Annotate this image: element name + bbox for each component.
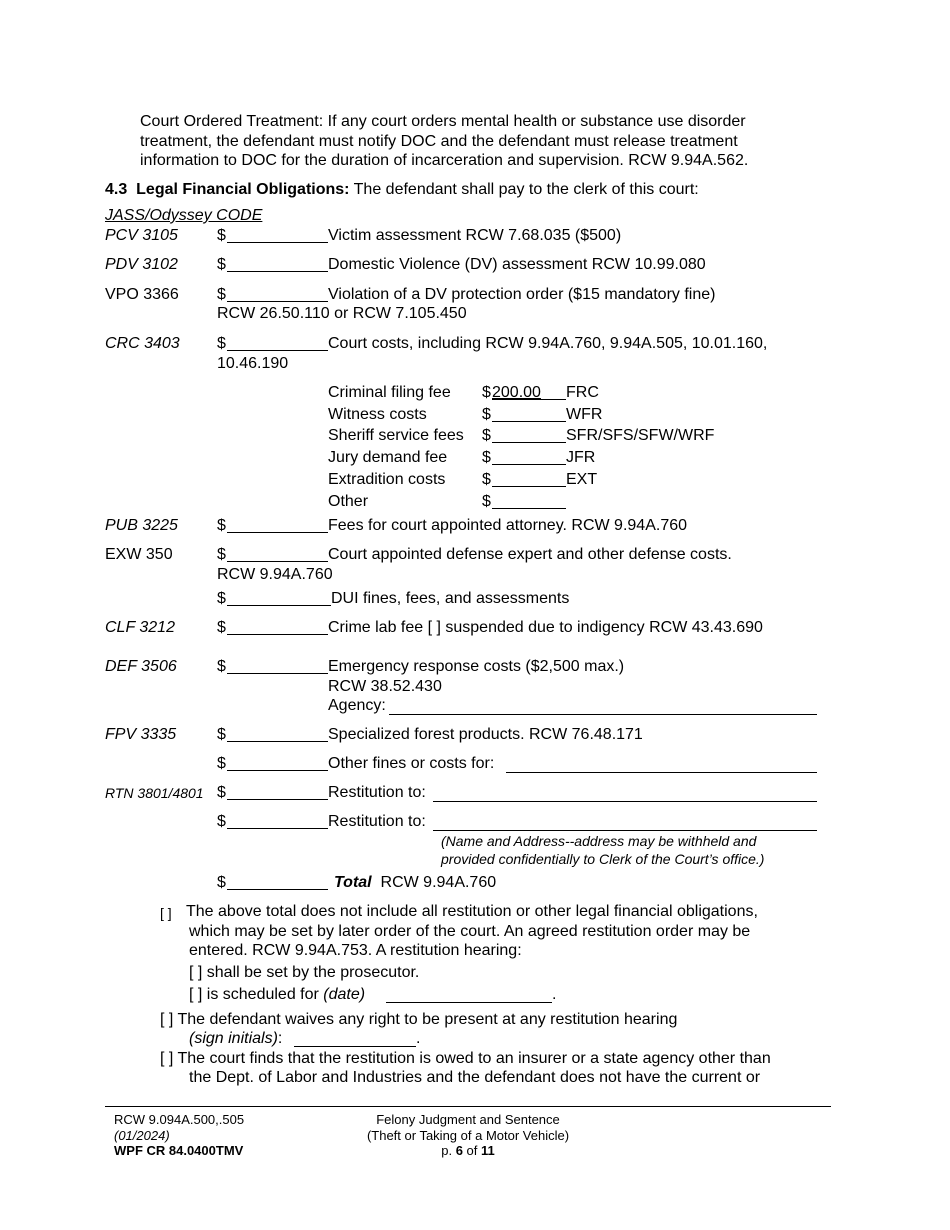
desc-crc-2: 10.46.190 (217, 355, 289, 372)
dollar-sign: $ (217, 286, 226, 303)
dollar-sign: $ (482, 427, 491, 444)
restitution-to-field-1[interactable] (433, 801, 817, 802)
dollar-sign: $ (217, 227, 226, 244)
scheduled-label: [ ] is scheduled for (189, 986, 324, 1003)
dollar-sign: $ (217, 874, 226, 891)
desc-other-fines: Other fines or costs for: (328, 755, 495, 772)
section-heading (105, 180, 699, 199)
date-label: (date) (323, 986, 366, 1003)
desc-dui: DUI fines, fees, and assessments (331, 590, 570, 607)
total-row (334, 873, 496, 892)
code-column-header: JASS/Odyssey CODE (105, 207, 263, 224)
dollar-sign: $ (217, 619, 226, 636)
restitution-note-2: provided confidentially to Clerk of the Court’s office.) (441, 851, 765, 867)
footer-page (320, 1143, 616, 1159)
amount-field-fpv[interactable] (227, 741, 328, 742)
desc-rtn-1: Restitution to: (328, 784, 426, 801)
subfee-code: JFR (566, 449, 596, 466)
restitution-p1-l2: which may be set by later order of the court. An agreed restitution order may be (189, 923, 751, 940)
dollar-sign: $ (482, 471, 491, 488)
footer-title-2: (Theft or Taking of a Motor Vehicle) (366, 1128, 570, 1143)
amount-field-def[interactable] (227, 673, 328, 674)
dollar-sign: $ (482, 493, 491, 510)
amount-field-frc[interactable] (492, 399, 566, 400)
restitution-to-field-2[interactable] (433, 830, 817, 831)
dollar-sign: $ (482, 406, 491, 423)
footer-form: WPF CR 84.0400TMV (114, 1143, 244, 1158)
agency-field[interactable] (389, 714, 817, 715)
subfee-label: Extradition costs (328, 471, 446, 488)
intro-line-3: information to DOC for the duration of incarceration and supervision. RCW 9.94A.562. (140, 152, 749, 169)
footer-rcw: RCW 9.094A.500,.505 (114, 1112, 245, 1127)
page-total: 11 (481, 1143, 495, 1158)
footer-divider (105, 1106, 831, 1107)
intro-line-2: treatment, the defendant must notify DOC and the defendant must release treatment (140, 133, 738, 150)
subfee-label: Jury demand fee (328, 449, 448, 466)
subfee-label: Witness costs (328, 406, 427, 423)
page-of: of (462, 1143, 482, 1158)
restitution-note-1: (Name and Address--address may be withheld and (441, 833, 757, 849)
subfee-code: WFR (566, 406, 603, 423)
subfee-amount: 200.00 (492, 384, 541, 401)
amount-field-rtn-1[interactable] (227, 799, 328, 800)
subfee-code: FRC (566, 384, 599, 401)
dollar-sign: $ (482, 449, 491, 466)
desc-pub: Fees for court appointed attorney. RCW 9.94A.760 (328, 517, 688, 534)
desc-crc: Court costs, including RCW 9.94A.760, 9.94A.505, 10.01.160, (328, 335, 768, 352)
period: . (416, 1030, 421, 1047)
sign-initials-label: (sign initials) (189, 1030, 278, 1047)
subfee-code: SFR/SFS/SFW/WRF (566, 427, 715, 444)
section-text: The defendant shall pay to the clerk of this court: (353, 181, 699, 198)
desc-clf: Crime lab fee [ ] suspended due to indigency RCW 43.43.690 (328, 619, 763, 636)
checkbox-prosecutor-sets[interactable]: [ ] shall be set by the prosecutor. (189, 964, 420, 981)
total-rcw: RCW 9.94A.760 (380, 874, 497, 891)
subfee-code: EXT (566, 471, 598, 488)
restitution-p1-l3: entered. RCW 9.94A.753. A restitution hearing: (189, 942, 522, 959)
amount-field-ext[interactable] (492, 486, 566, 487)
page-prefix: p. (441, 1143, 456, 1158)
amount-field-total[interactable] (227, 889, 328, 890)
code-rtn: RTN 3801/4801 (105, 785, 204, 801)
intro-line-1: Court Ordered Treatment: If any court orders mental health or substance use disorder (140, 113, 746, 130)
amount-field-jfr[interactable] (492, 464, 566, 465)
desc-def-2: RCW 38.52.430 (328, 678, 442, 695)
dollar-sign: $ (217, 335, 226, 352)
desc-pcv: Victim assessment RCW 7.68.035 ($500) (328, 227, 622, 244)
checkbox-insurer-finding[interactable]: [ ] The court finds that the restitution is owed to an insurer or a state agency other than (160, 1050, 771, 1067)
amount-field-sfr[interactable] (492, 442, 566, 443)
restitution-p3-l2: the Dept. of Labor and Industries and the defendant does not have the current or (189, 1069, 761, 1086)
desc-vpo-2: RCW 26.50.110 or RCW 7.105.450 (217, 305, 467, 322)
amount-field-pub[interactable] (227, 532, 328, 533)
dollar-sign: $ (217, 658, 226, 675)
initials-field[interactable] (294, 1046, 416, 1047)
dollar-sign: $ (217, 517, 226, 534)
code-exw: EXW 350 (105, 546, 173, 563)
code-def: DEF 3506 (105, 658, 177, 675)
other-fines-field[interactable] (506, 772, 817, 773)
agency-label: Agency: (328, 697, 386, 714)
hearing-date-field[interactable] (386, 1002, 552, 1003)
amount-field-other[interactable] (492, 508, 566, 509)
subfee-label: Criminal filing fee (328, 384, 451, 401)
desc-exw-2: RCW 9.94A.760 (217, 566, 333, 583)
subfee-label: Sheriff service fees (328, 427, 464, 444)
dollar-sign: $ (217, 813, 226, 830)
dollar-sign: $ (217, 256, 226, 273)
footer-title-1: Felony Judgment and Sentence (376, 1112, 560, 1127)
desc-def: Emergency response costs ($2,500 max.) (328, 658, 625, 675)
amount-field-other-fines[interactable] (227, 770, 328, 771)
code-pcv: PCV 3105 (105, 227, 178, 244)
period: . (552, 986, 557, 1003)
checkbox-restitution-total[interactable]: [ ] (160, 905, 172, 921)
code-vpo: VPO 3366 (105, 286, 179, 303)
colon: : (277, 1030, 283, 1047)
dollar-sign: $ (217, 755, 226, 772)
amount-field-crc[interactable] (227, 350, 328, 351)
total-label: Total (334, 874, 372, 891)
amount-field-rtn-2[interactable] (227, 828, 328, 829)
checkbox-waives-presence[interactable]: [ ] The defendant waives any right to be present at any restitution hearing (160, 1011, 678, 1028)
desc-exw: Court appointed defense expert and other defense costs. (328, 546, 732, 563)
page-number: 6 (455, 1143, 463, 1158)
code-pub: PUB 3225 (105, 517, 178, 534)
dollar-sign: $ (217, 546, 226, 563)
section-title: Legal Financial Obligations: (136, 181, 350, 198)
footer-date: (01/2024) (114, 1128, 170, 1143)
section-number: 4.3 (105, 181, 128, 198)
desc-vpo: Violation of a DV protection order ($15 mandatory fine) (328, 286, 716, 303)
code-clf: CLF 3212 (105, 619, 175, 636)
amount-field-vpo[interactable] (227, 301, 328, 302)
amount-field-clf[interactable] (227, 634, 328, 635)
desc-pdv: Domestic Violence (DV) assessment RCW 10.99.080 (328, 256, 706, 273)
amount-field-pdv[interactable] (227, 271, 328, 272)
restitution-p1-l1: The above total does not include all restitution or other legal financial obligations, (186, 903, 758, 920)
dollar-sign: $ (217, 784, 226, 801)
amount-field-pcv[interactable] (227, 242, 328, 243)
subfee-label: Other (328, 493, 369, 510)
amount-field-exw[interactable] (227, 561, 328, 562)
dollar-sign: $ (217, 590, 226, 607)
code-fpv: FPV 3335 (105, 726, 177, 743)
dollar-sign: $ (482, 384, 491, 401)
desc-fpv: Specialized forest products. RCW 76.48.171 (328, 726, 643, 743)
desc-rtn-2: Restitution to: (328, 813, 426, 830)
amount-field-dui[interactable] (227, 605, 331, 606)
code-pdv: PDV 3102 (105, 256, 178, 273)
code-crc: CRC 3403 (105, 335, 180, 352)
dollar-sign: $ (217, 726, 226, 743)
amount-field-wfr[interactable] (492, 421, 566, 422)
checkbox-scheduled[interactable] (189, 985, 365, 1004)
initials-row (189, 1029, 282, 1048)
